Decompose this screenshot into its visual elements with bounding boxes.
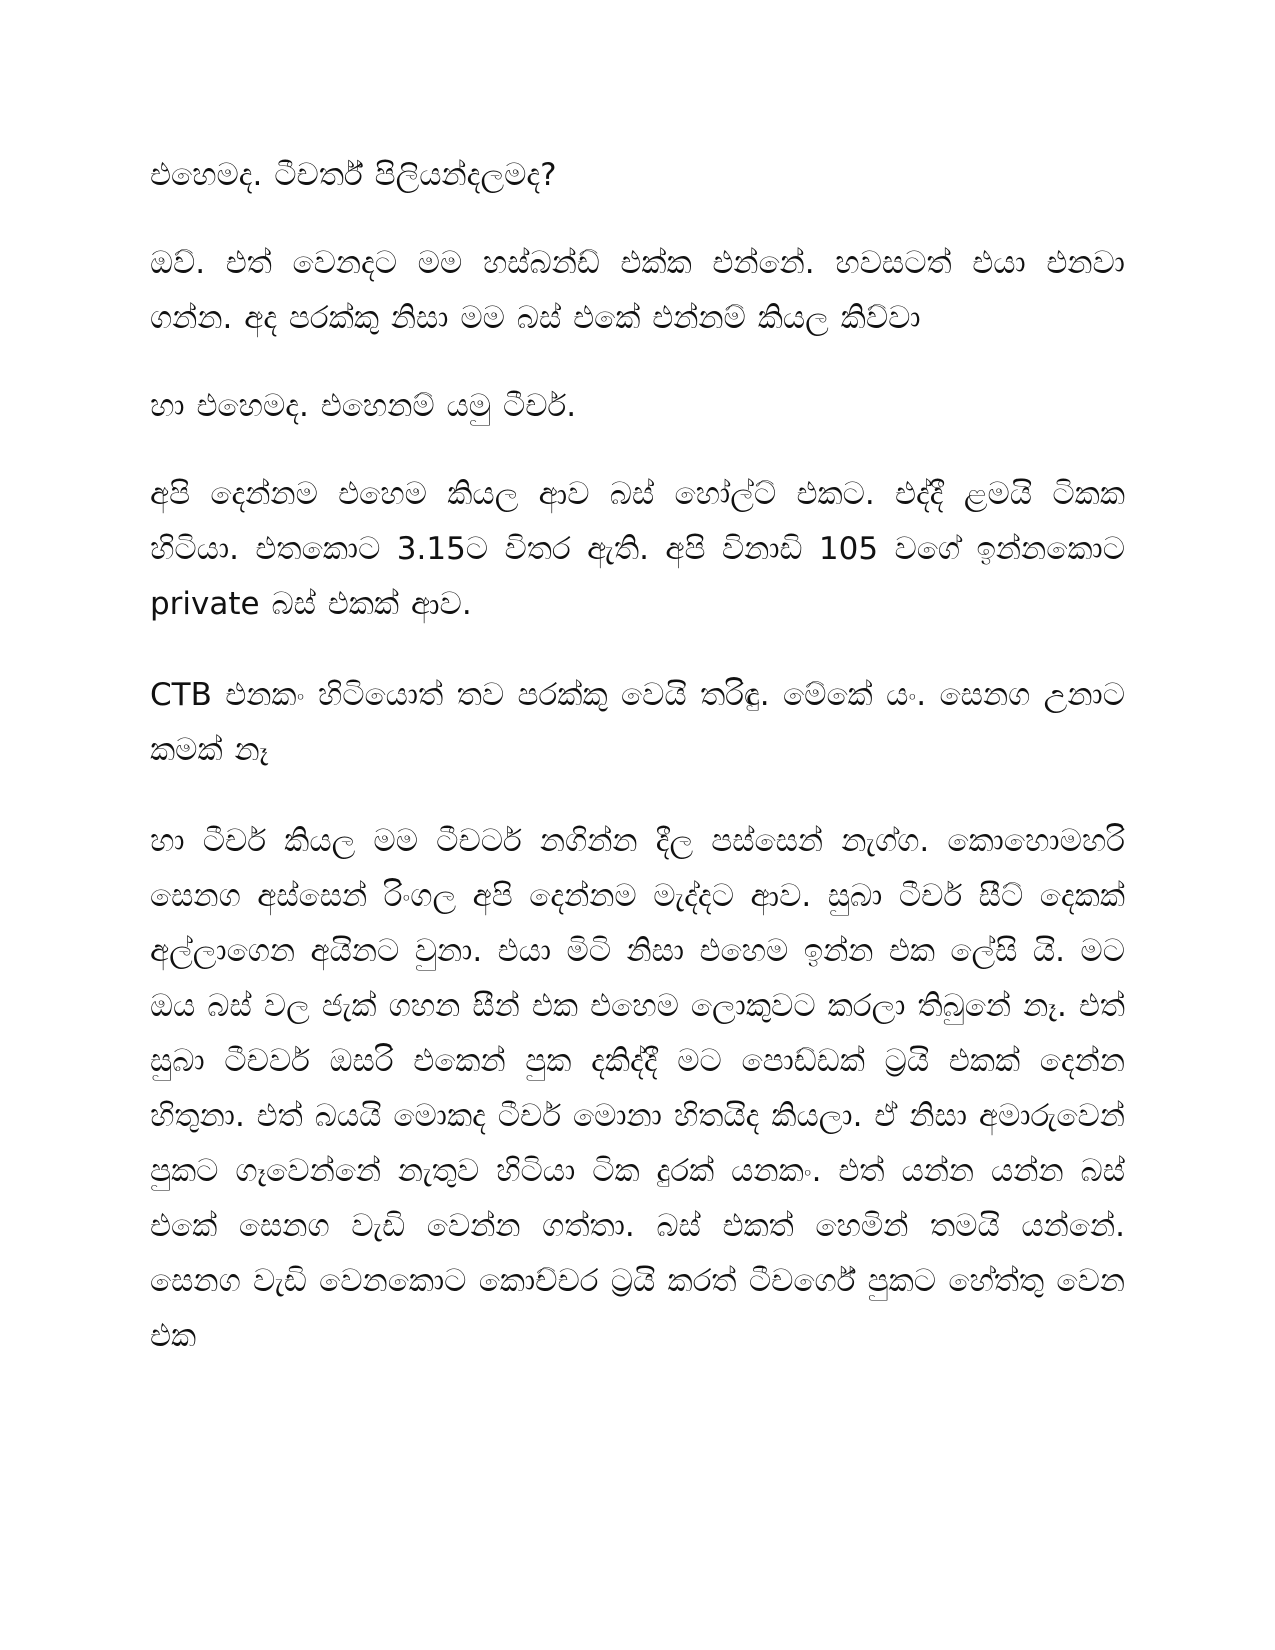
paragraph-1: එහෙමද. ටීචර්ත් පිලියන්දලමද? xyxy=(150,157,557,193)
paragraph-4: අපි දෙන්නම එහෙම කියල ආව බස් හෝල්ට් එකට. එද්දී ළමයි ටිකක හිටියා. එතකොට 3.15ට විතර ඇති. අපි විනාඩි 105 වගේ ඉන්නකොට private බස් එකක් ආව. xyxy=(150,476,1125,622)
paragraph-5: CTB එනකං හිටියොත් තව පරක්කු වෙයි තරිඳු. මේකේ යං. සෙනග උනාට කමක් නෑ xyxy=(150,677,1125,768)
paragraph-3: හා එහෙමද. එහෙනම් යමු ටීචර්. xyxy=(150,388,577,424)
paragraph-2: ඔව්. එත් වෙනදට මම හස්බන්ඩ් එක්ක එන්නේ. හවසටත් එයා එනවා ගන්න. අද පරක්කු නිසා මම බස් එකේ එන්නම් කියල කිව්වා xyxy=(150,245,1125,336)
paragraph-6: හා ටීචර් කියල මම ටීචර්ට නගින්න දීල පස්සෙන් නැග්ග. කොහොමහරි සෙනග අස්සෙන් රිංගල අපි දෙන්නම මැද්දට ආව. සුබා ටීචර් සීට් දෙකක් අල්ලාගෙන අයිනට වුනා. එයා මිටි නිසා එහෙම ඉන්න එක ලේසි යි. මට ඔය බස් වල ජැක් ගහන සීන් එක එහෙම ලොකුවට කරලා තිබුනේ නෑ. එත් සුබා ටීචර්ව ඔසරි එකෙන් පුක දකිද්දී මට පොඩ්ඩක් ට්‍රයි එකක් දෙන්න හිතුනා. එත් බයයි මොකද ටීචර් මොනා හිතයිද කියලා. ඒ නිසා අමාරුවෙන් පුකට ගෑවෙන්නේ නැතුව හිටියා ටික දුරක් යනකං. එත් යන්න යන්න බස් එකේ සෙනග වැඩි වෙන්න ගත්තා. බස් එකත් හෙමින් තමයි යන්නේ. සෙනග වැඩි වෙනකොට කොච්චර ට්‍රයි කරත් ටීචර්ගේ පුකට හේත්තු වෙන එක xyxy=(150,823,1125,1354)
